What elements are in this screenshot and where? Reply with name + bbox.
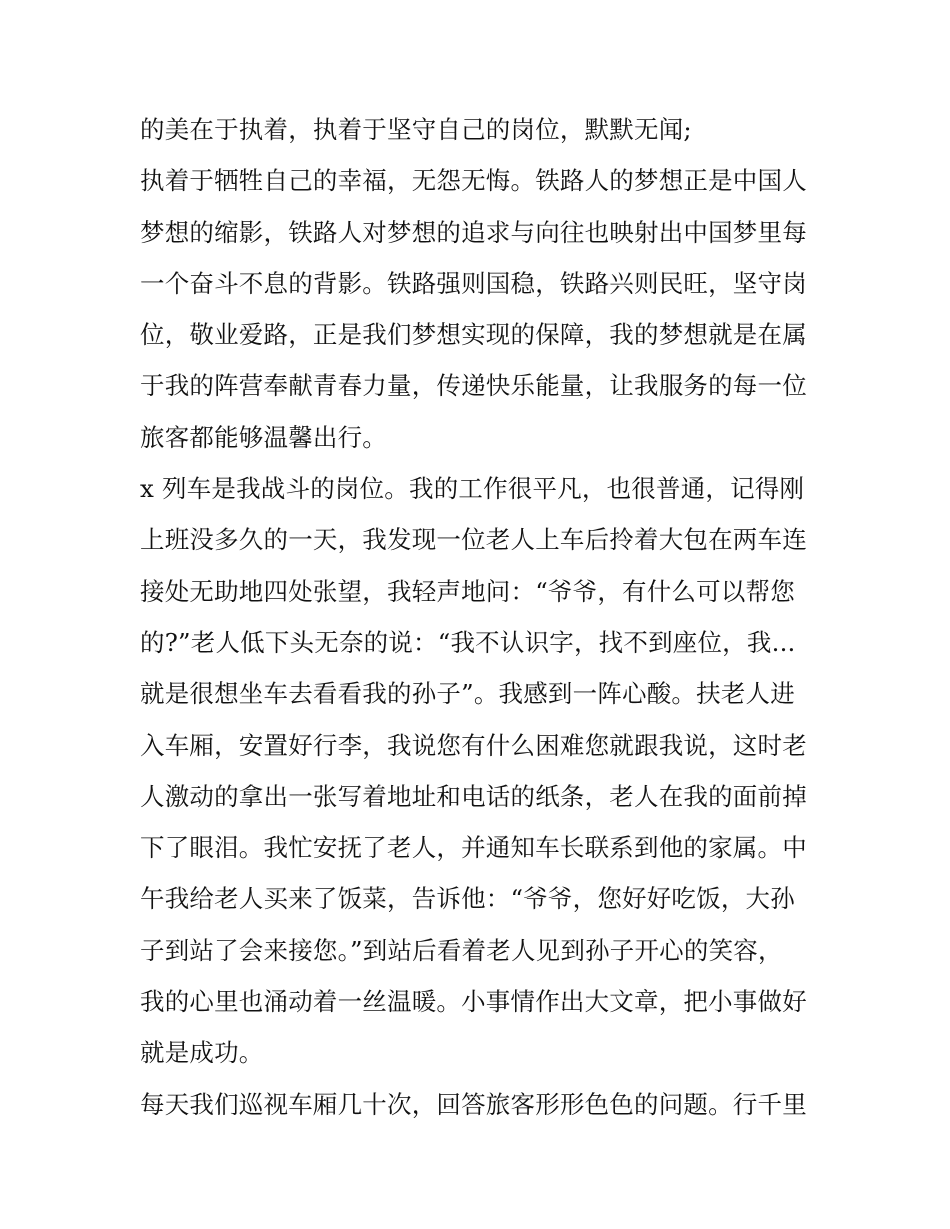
text-line: 就是很想坐车去看看我的孙子”。我感到一阵心酸。扶老人进 xyxy=(140,679,795,709)
text-line: 位，敬业爱路，正是我们梦想实现的保障，我的梦想就是在属 xyxy=(140,320,807,350)
text-line: 我的心里也涌动着一丝温暖。小事情作出大文章，把小事做好 xyxy=(140,987,807,1017)
text-line: 梦想的缩影，铁路人对梦想的追求与向往也映射出中国梦里每 xyxy=(140,217,807,247)
text-line: 的?”老人低下头无奈的说：“我不认识字，找不到座位，我... xyxy=(140,627,796,657)
text-line: 每天我们巡视车厢几十次，回答旅客形形色色的问题。行千里 xyxy=(140,1089,807,1119)
text-line: 人激动的拿出一张写着地址和电话的纸条，老人在我的面前掉 xyxy=(140,781,807,811)
text-line: 上班没多久的一天，我发现一位老人上车后拎着大包在两车连 xyxy=(140,525,807,555)
text-line: 于我的阵营奉献青春力量，传递快乐能量，让我服务的每一位 xyxy=(140,371,807,401)
text-line: 一个奋斗不息的背影。铁路强则国稳，铁路兴则民旺，坚守岗 xyxy=(140,268,807,298)
text-line: 子到站了会来接您。”到站后看着老人见到孙子开心的笑容， xyxy=(140,935,783,965)
text-line: 的美在于执着，执着于坚守自己的岗位，默默无闻; xyxy=(140,115,692,144)
text-line: 下了眼泪。我忙安抚了老人，并通知车长联系到他的家属。中 xyxy=(140,833,807,863)
text-line: x 列车是我战斗的岗位。我的工作很平凡，也很普通，记得刚 xyxy=(140,474,805,504)
document-body xyxy=(140,104,820,1130)
text-line: 入车厢，安置好行李，我说您有什么困难您就跟我说，这时老 xyxy=(140,730,807,760)
text-line: 就是成功。 xyxy=(140,1038,264,1068)
text-line: 午我给老人买来了饭菜，告诉他：“爷爷，您好好吃饭，大孙 xyxy=(140,884,795,914)
text-line: 接处无助地四处张望，我轻声地问：“爷爷，有什么可以帮您 xyxy=(140,576,795,606)
text-line: 旅客都能够温馨出行。 xyxy=(140,422,387,452)
text-line: 执着于牺牲自己的幸福，无怨无悔。铁路人的梦想正是中国人 xyxy=(140,166,807,196)
